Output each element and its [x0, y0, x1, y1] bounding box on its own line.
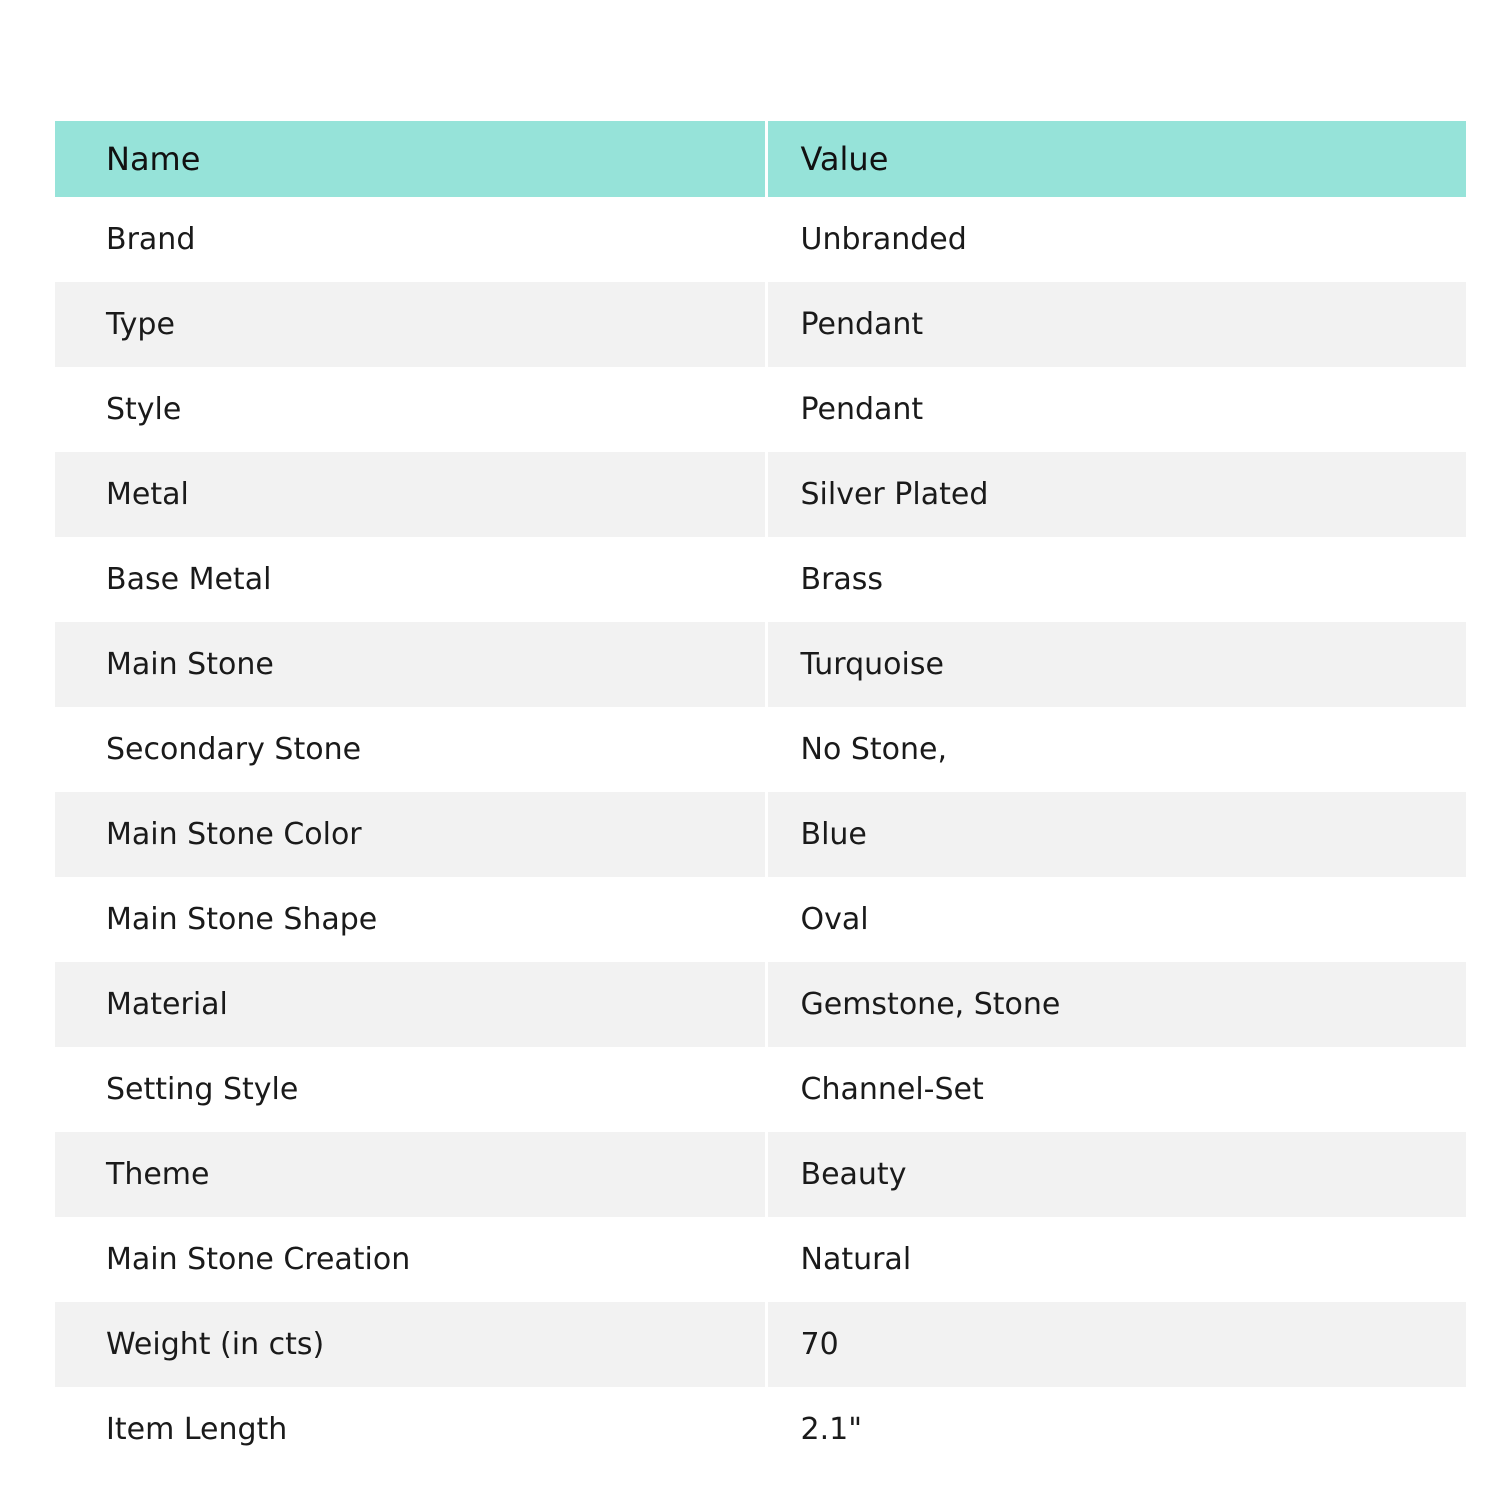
row-value-cell: Pendant [766, 282, 1466, 367]
table-row [55, 622, 1466, 707]
row-name-cell: Material [106, 987, 228, 1022]
table-row [55, 792, 1466, 877]
row-name-cell: Type [106, 307, 175, 342]
table-body [55, 197, 1466, 1472]
row-name-cell: Base Metal [106, 562, 272, 597]
row-name-cell: Main Stone Creation [106, 1242, 411, 1277]
row-value-cell: Unbranded [766, 197, 1466, 282]
table-row [55, 452, 1466, 537]
item-specifics-table [55, 121, 1466, 1472]
table-row [55, 1132, 1466, 1217]
row-value-cell: Brass [766, 537, 1466, 622]
row-name-cell: Brand [106, 222, 196, 257]
table-header-row [55, 121, 1466, 197]
row-name-cell: Setting Style [106, 1072, 299, 1107]
table-row [55, 877, 1466, 962]
row-name-cell: Main Stone Shape [106, 902, 378, 937]
column-header-name: Name [106, 140, 201, 178]
row-name-cell: Style [106, 392, 182, 427]
table-row [55, 367, 1466, 452]
table-row [55, 1387, 1466, 1472]
row-value-cell: 2.1" [766, 1387, 1466, 1472]
row-value-cell: Turquoise [766, 622, 1466, 707]
row-value-cell: Channel-Set [766, 1047, 1466, 1132]
row-value-cell: Oval [766, 877, 1466, 962]
row-name-cell: Main Stone [106, 647, 274, 682]
row-value-cell: Natural [766, 1217, 1466, 1302]
row-name-cell: Item Length [106, 1412, 288, 1447]
table-row [55, 197, 1466, 282]
row-value-cell: Blue [766, 792, 1466, 877]
row-value-cell: No Stone, [766, 707, 1466, 792]
table-row [55, 282, 1466, 367]
row-value-cell: Pendant [766, 367, 1466, 452]
table-row [55, 1047, 1466, 1132]
row-name-cell: Weight (in cts) [106, 1327, 325, 1362]
row-name-cell: Metal [106, 477, 189, 512]
table-row [55, 537, 1466, 622]
row-name-cell: Secondary Stone [106, 732, 362, 767]
table-row [55, 707, 1466, 792]
table-row [55, 1217, 1466, 1302]
row-value-cell: Gemstone, Stone [766, 962, 1466, 1047]
row-value-cell: 70 [766, 1302, 1466, 1387]
table-row [55, 962, 1466, 1047]
row-name-cell: Theme [106, 1157, 210, 1192]
row-value-cell: Silver Plated [766, 452, 1466, 537]
row-value-cell: Beauty [766, 1132, 1466, 1217]
table-row [55, 1302, 1466, 1387]
table-header [55, 121, 1466, 197]
column-header-value: Value [766, 121, 1466, 197]
row-name-cell: Main Stone Color [106, 817, 362, 852]
